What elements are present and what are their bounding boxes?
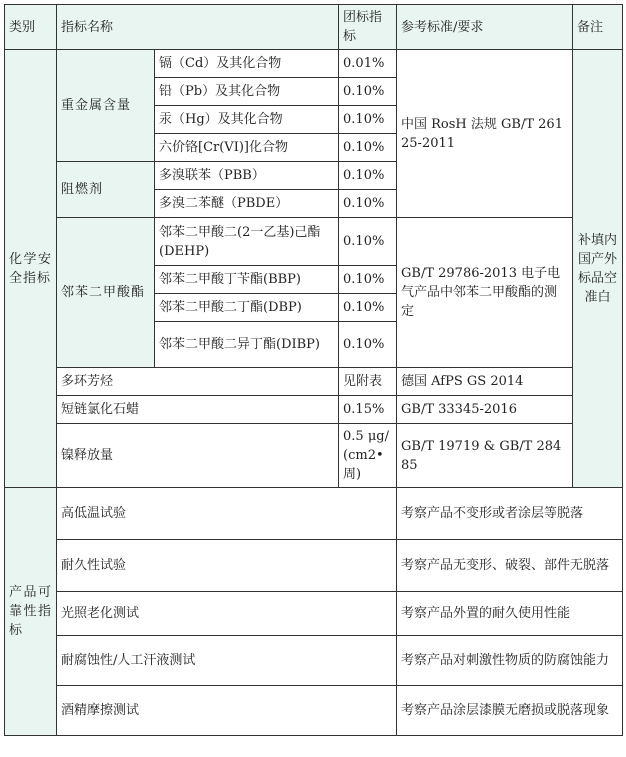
item-limit: 0.10% bbox=[339, 106, 397, 134]
table-row bbox=[5, 218, 623, 266]
item-name: 酒精摩擦测试 bbox=[57, 686, 397, 736]
header-indicator: 指标名称 bbox=[57, 5, 339, 50]
item-limit: 0.10% bbox=[339, 322, 397, 368]
item-name: 镍释放量 bbox=[57, 424, 339, 488]
item-name: 汞（Hg）及其化合物 bbox=[155, 106, 339, 134]
group-heavy-metals: 重金属含量 bbox=[57, 50, 155, 162]
item-name: 多环芳烃 bbox=[57, 368, 339, 396]
table-row bbox=[5, 424, 623, 488]
item-limit: 见附表 bbox=[339, 368, 397, 396]
table-row bbox=[5, 686, 623, 736]
table-row bbox=[5, 540, 623, 592]
item-limit: 0.10% bbox=[339, 190, 397, 218]
item-standard: GB/T 19719 & GB/T 28485 bbox=[397, 424, 573, 488]
item-standard: GB/T 33345-2016 bbox=[397, 396, 573, 424]
table-header-row bbox=[5, 5, 623, 50]
item-name: 六价铬[Cr(VI)]化合物 bbox=[155, 134, 339, 162]
standard-rohs: 中国 RosH 法规 GB/T 26125-2011 bbox=[397, 50, 573, 218]
table-row bbox=[5, 396, 623, 424]
item-requirement: 考察产品不变形或者涂层等脱落 bbox=[397, 488, 623, 540]
standard-phthalates: GB/T 29786-2013 电子电气产品中邻苯二甲酸酯的测定 bbox=[397, 218, 573, 368]
remark-cell: 补填内国产外标品空准白 bbox=[573, 50, 623, 488]
item-limit: 0.5 μg/(cm2•周) bbox=[339, 424, 397, 488]
item-name: 高低温试验 bbox=[57, 488, 397, 540]
item-limit: 0.10% bbox=[339, 134, 397, 162]
item-limit: 0.10% bbox=[339, 218, 397, 266]
indicator-table bbox=[4, 4, 623, 736]
item-limit: 0.01% bbox=[339, 50, 397, 78]
header-category: 类别 bbox=[5, 5, 57, 50]
table-row bbox=[5, 368, 623, 396]
item-name: 耐久性试验 bbox=[57, 540, 397, 592]
item-limit: 0.10% bbox=[339, 162, 397, 190]
item-name: 邻苯二甲酸二丁酯(DBP) bbox=[155, 294, 339, 322]
category-chemical: 化学安全指标 bbox=[5, 50, 57, 488]
item-requirement: 考察产品无变形、破裂、部件无脱落 bbox=[397, 540, 623, 592]
item-limit: 0.10% bbox=[339, 294, 397, 322]
item-name: 多溴二苯醚（PBDE） bbox=[155, 190, 339, 218]
item-name: 邻苯二甲酸二(2一乙基)己酯(DEHP) bbox=[155, 218, 339, 266]
table-row bbox=[5, 488, 623, 540]
item-name: 邻苯二甲酸丁苄酯(BBP) bbox=[155, 266, 339, 294]
item-name: 铅（Pb）及其化合物 bbox=[155, 78, 339, 106]
item-requirement: 考察产品对刺激性物质的防腐蚀能力 bbox=[397, 636, 623, 686]
item-limit: 0.10% bbox=[339, 266, 397, 294]
table-row bbox=[5, 636, 623, 686]
item-requirement: 考察产品外置的耐久使用性能 bbox=[397, 592, 623, 636]
header-limit: 团标指标 bbox=[339, 5, 397, 50]
group-flame-retardant: 阻燃剂 bbox=[57, 162, 155, 218]
item-name: 短链氯化石蜡 bbox=[57, 396, 339, 424]
item-name: 耐腐蚀性/人工汗液测试 bbox=[57, 636, 397, 686]
item-limit: 0.15% bbox=[339, 396, 397, 424]
header-standard: 参考标准/要求 bbox=[397, 5, 573, 50]
table-row bbox=[5, 592, 623, 636]
item-requirement: 考察产品涂层漆膜无磨损或脱落现象 bbox=[397, 686, 623, 736]
item-name: 邻苯二甲酸二异丁酯(DIBP) bbox=[155, 322, 339, 368]
header-remark: 备注 bbox=[573, 5, 623, 50]
category-reliability: 产品可靠性指标 bbox=[5, 488, 57, 736]
item-name: 镉（Cd）及其化合物 bbox=[155, 50, 339, 78]
item-standard: 德国 AfPS GS 2014 bbox=[397, 368, 573, 396]
item-name: 多溴联苯（PBB） bbox=[155, 162, 339, 190]
table-row bbox=[5, 50, 623, 78]
item-limit: 0.10% bbox=[339, 78, 397, 106]
item-name: 光照老化测试 bbox=[57, 592, 397, 636]
group-phthalates: 邻苯二甲酸酯 bbox=[57, 218, 155, 368]
